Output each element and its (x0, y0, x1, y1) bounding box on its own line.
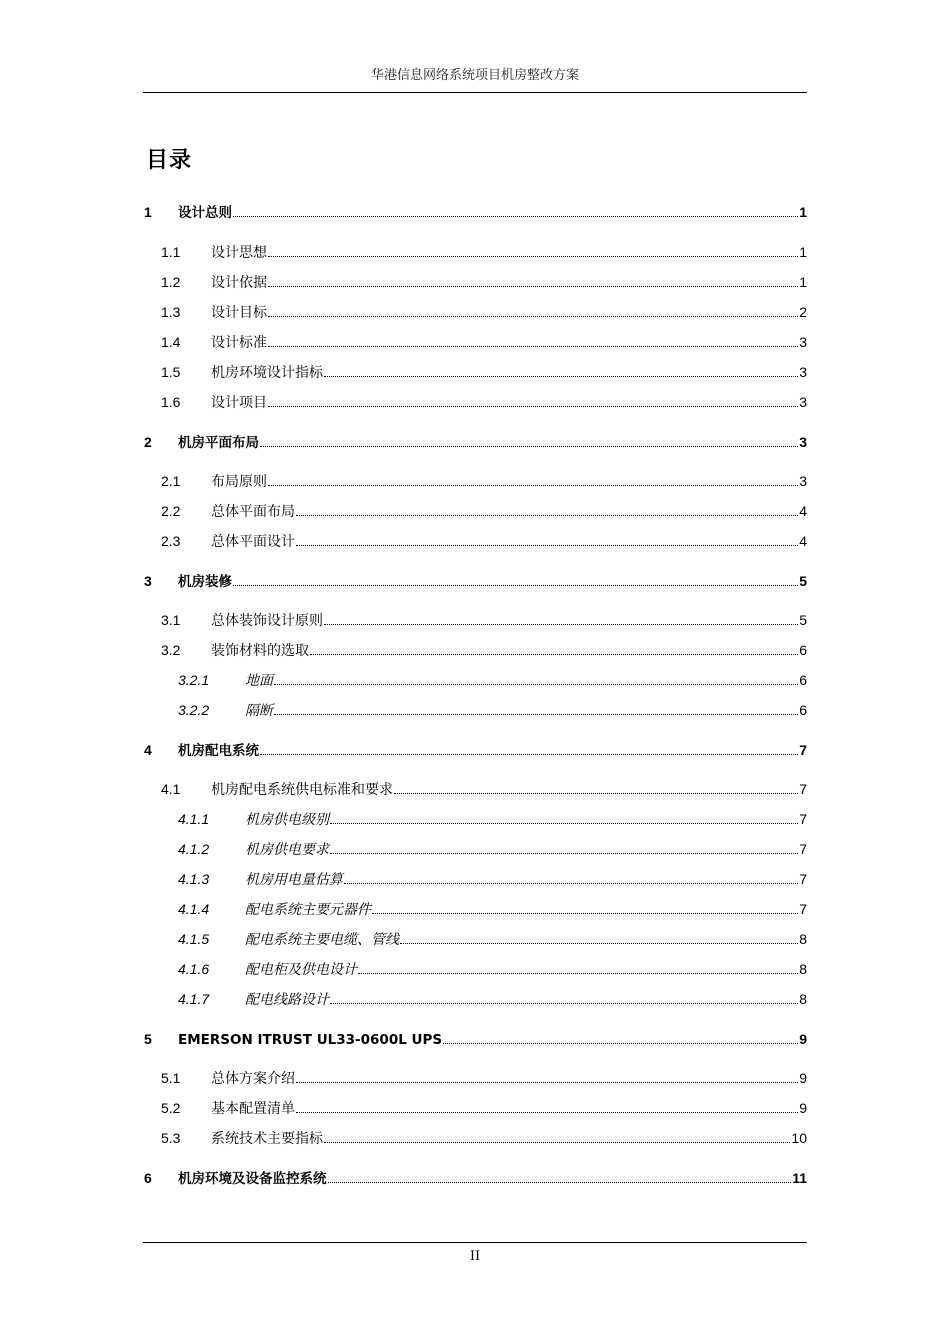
toc-entry-title: 机房平面布局 (178, 435, 259, 451)
toc-entry-page: 8 (799, 961, 807, 977)
toc-entry-title: 机房环境设计指标 (211, 365, 323, 381)
toc-dot-leader (296, 1081, 798, 1083)
toc-entry-number: 4.1.7 (178, 991, 210, 1007)
toc-dot-leader (330, 852, 798, 854)
toc-entry[interactable] (143, 302, 807, 322)
toc-entry[interactable] (143, 779, 807, 799)
toc-entry[interactable] (143, 610, 807, 630)
toc-entry-page: 3 (799, 473, 807, 489)
toc-entry[interactable] (143, 242, 807, 262)
toc-entry-page: 3 (799, 394, 807, 410)
toc-entry[interactable] (143, 332, 807, 352)
toc-entry-title: 机房环境及设备监控系统 (178, 1171, 327, 1187)
toc-dot-leader (324, 375, 798, 377)
toc-entry-title: EMERSON ITRUST UL33-0600L UPS (178, 1032, 443, 1048)
toc-entry[interactable] (143, 1029, 807, 1049)
toc-dot-leader (268, 255, 798, 257)
toc-entry-title: 地面 (245, 673, 273, 689)
toc-entry-page: 3 (799, 364, 807, 380)
page-header (143, 64, 807, 93)
toc-entry[interactable] (143, 989, 807, 1009)
toc-entry[interactable] (143, 869, 807, 889)
toc-entry-number: 4.1.1 (178, 811, 210, 827)
toc-entry[interactable] (143, 700, 807, 720)
toc-entry-page: 7 (799, 811, 807, 827)
toc-entry-number: 4.1.6 (178, 961, 210, 977)
toc-entry-number: 1.5 (161, 364, 181, 380)
toc-entry-number: 3.1 (161, 612, 181, 628)
toc-dot-leader (358, 972, 798, 974)
toc-entry-title: 总体平面设计 (211, 534, 295, 550)
toc-dot-leader (274, 683, 798, 685)
toc-entry[interactable] (143, 809, 807, 829)
toc-entry-title: 配电系统主要电缆、管线 (245, 932, 399, 948)
toc-entry-page: 3 (799, 434, 807, 450)
toc-entry-title: 机房装修 (178, 574, 232, 590)
toc-dot-leader (274, 713, 798, 715)
toc-dot-leader (324, 1141, 790, 1143)
toc-dot-leader (330, 822, 798, 824)
toc-entry-page: 8 (799, 991, 807, 1007)
toc-entry-page: 7 (799, 781, 807, 797)
toc-entry-title: 配电系统主要元器件 (245, 902, 371, 918)
toc-entry-title: 机房配电系统 (178, 743, 259, 759)
toc-dot-leader (233, 215, 798, 217)
toc-entry[interactable] (143, 1068, 807, 1088)
toc-entry-page: 7 (799, 871, 807, 887)
toc-entry-number: 1.6 (161, 394, 181, 410)
toc-entry-title: 设计总则 (178, 205, 232, 221)
toc-entry[interactable] (143, 272, 807, 292)
toc-entry-page: 11 (792, 1170, 807, 1186)
toc-entry-title: 总体装饰设计原则 (211, 613, 323, 629)
toc-entry-number: 4.1.2 (178, 841, 210, 857)
toc-entry-title: 机房用电量估算 (245, 872, 343, 888)
toc-entry-page: 1 (799, 274, 807, 290)
toc-entry-page: 1 (799, 244, 807, 260)
toc-entry[interactable] (143, 392, 807, 412)
toc-entry-page: 4 (799, 533, 807, 549)
toc-entry-number: 4.1.4 (178, 901, 210, 917)
toc-entry-number: 3 (144, 573, 152, 589)
toc-dot-leader (310, 653, 798, 655)
toc-dot-leader (324, 623, 798, 625)
toc-entry-page: 7 (799, 841, 807, 857)
toc-dot-leader (268, 345, 798, 347)
toc-entry[interactable] (143, 1128, 807, 1148)
toc-entry-page: 3 (799, 334, 807, 350)
toc-entry-page: 5 (799, 573, 807, 589)
toc-dot-leader (394, 792, 798, 794)
toc-entry-number: 4.1.5 (178, 931, 210, 947)
toc-dot-leader (443, 1042, 798, 1044)
toc-dot-leader (233, 584, 798, 586)
toc-entry[interactable] (143, 1168, 807, 1188)
toc-entry[interactable] (143, 670, 807, 690)
toc-entry-number: 5 (144, 1031, 152, 1047)
toc-entry[interactable] (143, 1098, 807, 1118)
toc-entry-title: 配电柜及供电设计 (245, 962, 357, 978)
toc-entry-title: 布局原则 (211, 474, 267, 490)
toc-dot-leader (296, 544, 798, 546)
toc-dot-leader (268, 405, 798, 407)
toc-entry-number: 1.3 (161, 304, 181, 320)
toc-entry-title: 总体方案介绍 (211, 1071, 295, 1087)
toc-entry-number: 2.2 (161, 503, 181, 519)
toc-dot-leader (296, 1111, 798, 1113)
toc-entry-page: 4 (799, 503, 807, 519)
toc-entry-title: 装饰材料的选取 (211, 643, 309, 659)
toc-entry-number: 4.1 (161, 781, 181, 797)
toc-entry-page: 9 (799, 1070, 807, 1086)
toc-entry-title: 机房配电系统供电标准和要求 (211, 782, 393, 798)
toc-dot-leader (328, 1181, 792, 1183)
toc-entry-title: 隔断 (245, 703, 273, 719)
toc-entry-title: 设计目标 (211, 305, 267, 321)
toc-entry-number: 3.2.1 (178, 672, 210, 688)
toc-entry-title: 机房供电要求 (245, 842, 329, 858)
toc-entry[interactable] (143, 362, 807, 382)
toc-entry-title: 配电线路设计 (245, 992, 329, 1008)
toc-entry-title: 系统技术主要指标 (211, 1131, 323, 1147)
toc-entry-page: 9 (799, 1100, 807, 1116)
toc-entry[interactable] (143, 640, 807, 660)
toc-entry-number: 1.1 (161, 244, 181, 260)
toc-entry-number: 5.3 (161, 1130, 181, 1146)
toc-entry-title: 总体平面布局 (211, 504, 295, 520)
toc-entry-page: 8 (799, 931, 807, 947)
toc-entry-title: 设计项目 (211, 395, 267, 411)
page-number: II (469, 1249, 481, 1264)
toc-entry-number: 2.3 (161, 533, 181, 549)
toc-entry-number: 1 (144, 204, 152, 220)
toc-entry-page: 7 (799, 901, 807, 917)
toc-dot-leader (260, 445, 798, 447)
toc-entry-number: 1.4 (161, 334, 181, 350)
toc-entry[interactable] (143, 899, 807, 919)
toc-dot-leader (268, 285, 798, 287)
toc-dot-leader (372, 912, 798, 914)
toc-entry-title: 设计依据 (211, 275, 267, 291)
toc-entry-number: 5.1 (161, 1070, 181, 1086)
toc-dot-leader (344, 882, 798, 884)
toc-entry-number: 2 (144, 434, 152, 450)
toc-entry-number: 5.2 (161, 1100, 181, 1116)
toc-entry-page: 9 (799, 1031, 807, 1047)
toc-entry-number: 3.2 (161, 642, 181, 658)
toc-entry[interactable] (143, 740, 807, 760)
toc-entry[interactable] (143, 959, 807, 979)
toc-entry-title: 基本配置清单 (211, 1101, 295, 1117)
toc-entry-page: 10 (791, 1130, 807, 1146)
toc-entry-number: 2.1 (161, 473, 181, 489)
toc-entry-number: 6 (144, 1170, 152, 1186)
toc-entry-number: 3.2.2 (178, 702, 210, 718)
toc-entry[interactable] (143, 471, 807, 491)
toc-dot-leader (400, 942, 798, 944)
toc-entry[interactable] (143, 432, 807, 452)
toc-entry-number: 4.1.3 (178, 871, 210, 887)
toc-entry[interactable] (143, 531, 807, 551)
toc-entry[interactable] (143, 571, 807, 591)
toc-dot-leader (330, 1002, 798, 1004)
toc-entry-title: 设计标准 (211, 335, 267, 351)
toc-entry-number: 1.2 (161, 274, 181, 290)
toc-entry-page: 2 (799, 304, 807, 320)
toc-dot-leader (296, 514, 798, 516)
toc-dot-leader (268, 315, 798, 317)
toc-entry-page: 5 (799, 612, 807, 628)
toc-entry-number: 4 (144, 742, 152, 758)
document-title: 华港信息网络系统项目机房整改方案 (370, 68, 579, 83)
toc-entry[interactable] (143, 202, 807, 222)
toc-entry-page: 6 (799, 702, 807, 718)
toc-entry-page: 6 (799, 672, 807, 688)
toc-heading: 目录 (146, 148, 193, 173)
page-footer (143, 1242, 807, 1264)
toc-entry-page: 7 (799, 742, 807, 758)
toc-entry-title: 设计思想 (211, 245, 267, 261)
toc-entry-page: 1 (799, 204, 807, 220)
toc-entry[interactable] (143, 839, 807, 859)
toc-entry-title: 机房供电级别 (245, 812, 329, 828)
toc-entry-page: 6 (799, 642, 807, 658)
toc-entry[interactable] (143, 929, 807, 949)
toc-dot-leader (260, 753, 798, 755)
toc-dot-leader (268, 484, 798, 486)
toc-entry[interactable] (143, 501, 807, 521)
